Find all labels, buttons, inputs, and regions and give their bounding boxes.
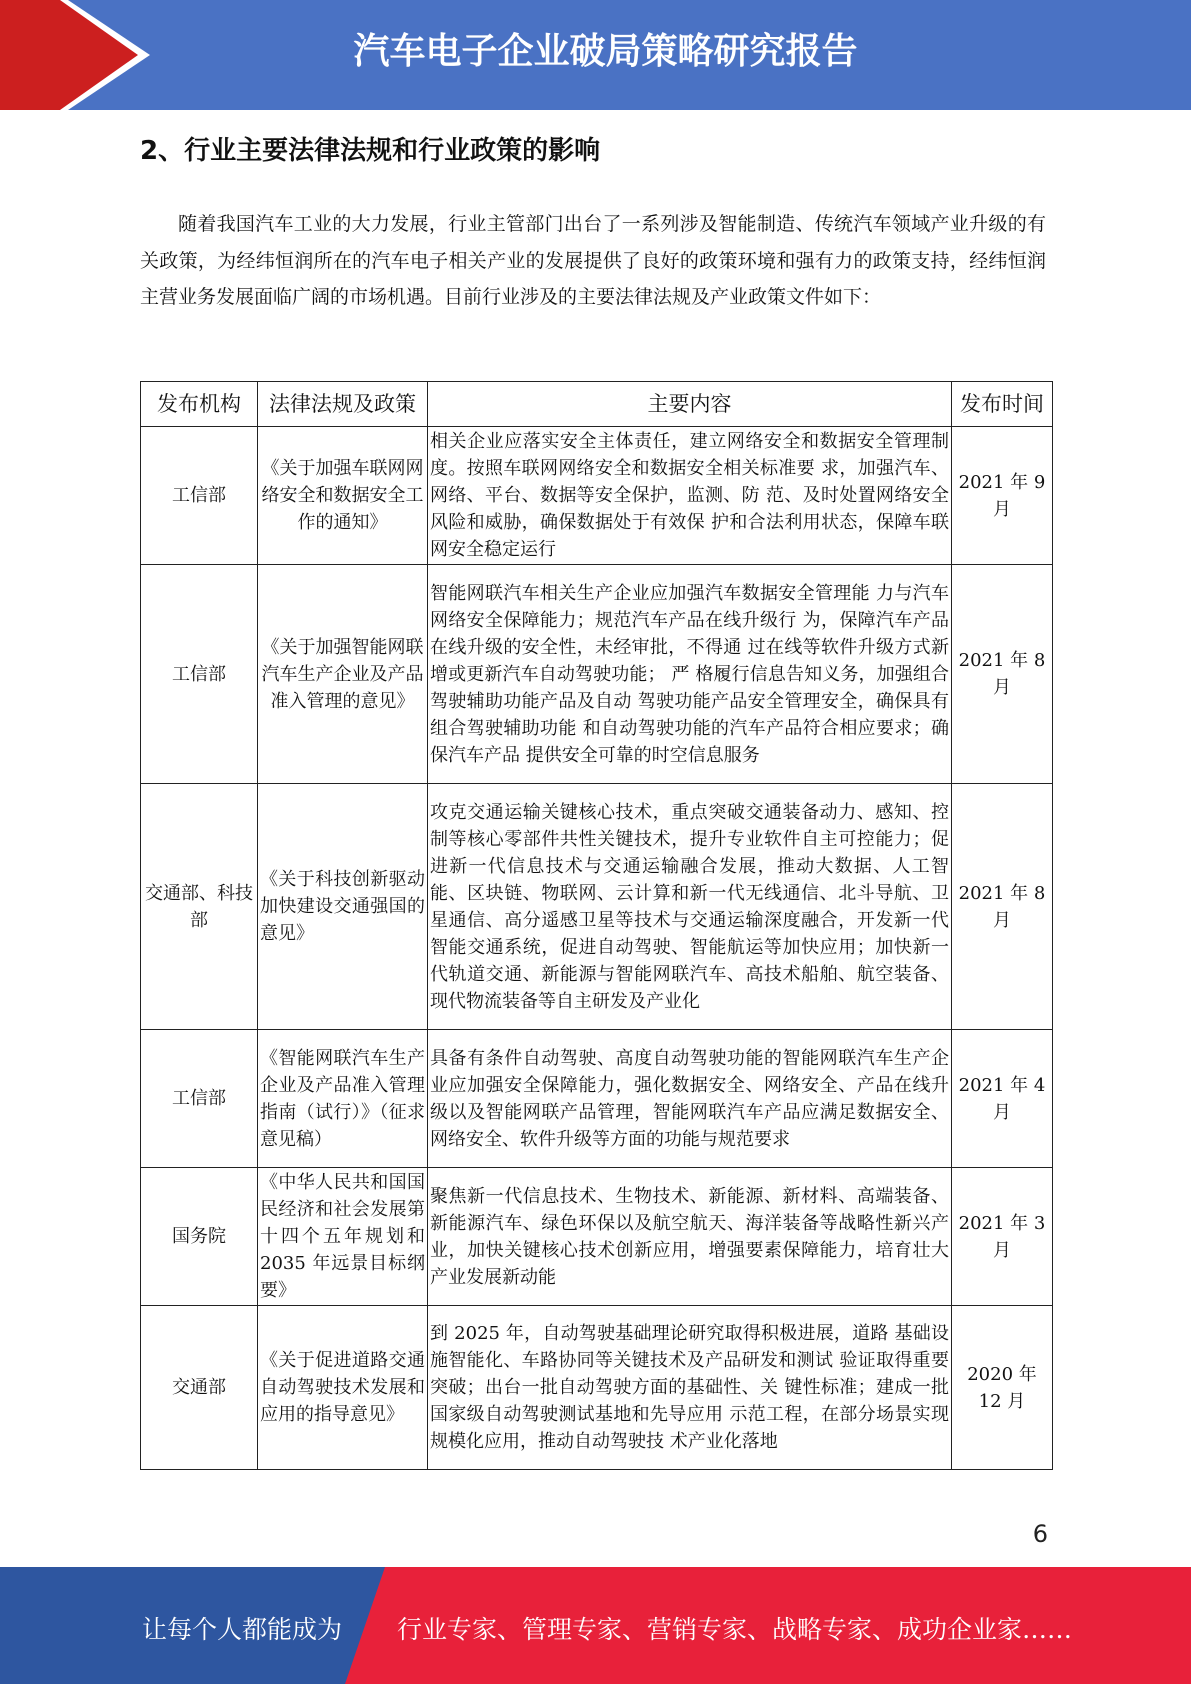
footer-slogan-left: 让每个人都能成为: [142, 1615, 343, 1644]
table-row: [141, 1306, 1053, 1470]
cell-law: 《关于促进道路交通自动驾驶技术发展和应用的指导意见》: [258, 1306, 428, 1470]
cell-org: 工信部: [141, 565, 258, 784]
cell-date: 2021 年 4 月: [952, 1030, 1053, 1168]
cell-content: 聚焦新一代信息技术、生物技术、新能源、新材料、高端装备、新能源汽车、绿色环保以及航空航天、海洋装备等战略性新兴产业，加快关键核心技术创新应用，增强要素保障能力，培育壮大产业发展新动能: [428, 1168, 952, 1306]
section-heading: 2、行业主要法律法规和行业政策的影响: [140, 136, 601, 166]
cell-content: 相关企业应落实安全主体责任，建立网络安全和数据安全管理制度。按照车联网网络安全和数据安全相关标准要 求，加强汽车、网络、平台、数据等安全保护，监测、防 范、及时处置网络安全风险和威胁，确保数据处于有效保 护和合法利用状态，保障车联网安全稳定运行: [428, 427, 952, 565]
cell-org: 工信部: [141, 1030, 258, 1168]
cell-date: 2021 年 8 月: [952, 784, 1053, 1030]
cell-org: 交通部: [141, 1306, 258, 1470]
intro-paragraph: 随着我国汽车工业的大力发展，行业主管部门出台了一系列涉及智能制造、传统汽车领域产业升级的有关政策，为经纬恒润所在的汽车电子相关产业的发展提供了良好的政策环境和强有力的政策支持，经纬恒润主营业务发展面临广阔的市场机遇。目前行业涉及的主要法律法规及产业政策文件如下：: [140, 213, 1046, 308]
header-banner: [0, 0, 1191, 110]
cell-law: 《中华人民共和国国民经济和社会发展第十四个五年规划和 2035 年远景目标纲要》: [258, 1168, 428, 1306]
table-row: [141, 565, 1053, 784]
report-title: 汽车电子企业破局策略研究报告: [353, 31, 858, 72]
cell-content: 智能网联汽车相关生产企业应加强汽车数据安全管理能 力与汽车网络安全保障能力；规范汽车产品在线升级行 为，保障汽车产品在线升级的安全性，未经审批，不得通 过在线等软件升级方式新增或更新汽车自动驾驶功能； 严 格履行信息告知义务，加强组合驾驶辅助功能产品及自动 驾驶功能产品安全管理安全，确保具有组合驾驶辅助功能 和自动驾驶功能的汽车产品符合相应要求；确保汽车产品 提供安全可靠的时空信息服务: [428, 565, 952, 784]
header-cell-org: 发布机构: [141, 382, 258, 427]
table-row: [141, 1168, 1053, 1306]
policy-table: [140, 381, 1053, 1470]
cell-date: 2020 年 12 月: [952, 1306, 1053, 1470]
cell-date: 2021 年 8 月: [952, 565, 1053, 784]
cell-content: 具备有条件自动驾驶、高度自动驾驶功能的智能网联汽车生产企业应加强安全保障能力，强化数据安全、网络安全、产品在线升级以及智能网联产品管理，智能网联汽车产品应满足数据安全、网络安全、软件升级等方面的功能与规范要求: [428, 1030, 952, 1168]
cell-date: 2021 年 3 月: [952, 1168, 1053, 1306]
footer-slogan-right: 行业专家、管理专家、营销专家、战略专家、成功企业家……: [397, 1615, 1073, 1644]
cell-law: 《关于加强智能网联汽车生产企业及产品准入管理的意见》: [258, 565, 428, 784]
cell-law: 《智能网联汽车生产企业及产品准入管理指南（试行）》（征求意见稿）: [258, 1030, 428, 1168]
cell-law: 《关于科技创新驱动加快建设交通强国的意见》: [258, 784, 428, 1030]
table-row: [141, 1030, 1053, 1168]
table-row: [141, 784, 1053, 1030]
header-cell-content: 主要内容: [428, 382, 952, 427]
table-row: [141, 427, 1053, 565]
cell-law: 《关于加强车联网网络安全和数据安全工作的通知》: [258, 427, 428, 565]
cell-date: 2021 年 9 月: [952, 427, 1053, 565]
cell-org: 国务院: [141, 1168, 258, 1306]
header-cell-law: 法律法规及政策: [258, 382, 428, 427]
header-cell-date: 发布时间: [952, 382, 1053, 427]
cell-content: 攻克交通运输关键核心技术，重点突破交通装备动力、感知、控制等核心零部件共性关键技术，提升专业软件自主可控能力；促进新一代信息技术与交通运输融合发展，推动大数据、人工智能、区块链、物联网、云计算和新一代无线通信、北斗导航、卫星通信、高分遥感卫星等技术与交通运输深度融合，开发新一代智能交通系统，促进自动驾驶、智能航运等加快应用；加快新一代轨道交通、新能源与智能网联汽车、高技术船舶、航空装备、现代物流装备等自主研发及产业化: [428, 784, 952, 1030]
page-number: 6: [1032, 1520, 1048, 1548]
cell-org: 工信部: [141, 427, 258, 565]
table-header-row: [141, 382, 1053, 427]
cell-org: 交通部、科技部: [141, 784, 258, 1030]
cell-content: 到 2025 年，自动驾驶基础理论研究取得积极进展，道路 基础设施智能化、车路协同等关键技术及产品研发和测试 验证取得重要突破；出台一批自动驾驶方面的基础性、关 键性标准；建成一批国家级自动驾驶测试基地和先导应用 示范工程，在部分场景实现规模化应用，推动自动驾驶技 术产业化落地: [428, 1306, 952, 1470]
